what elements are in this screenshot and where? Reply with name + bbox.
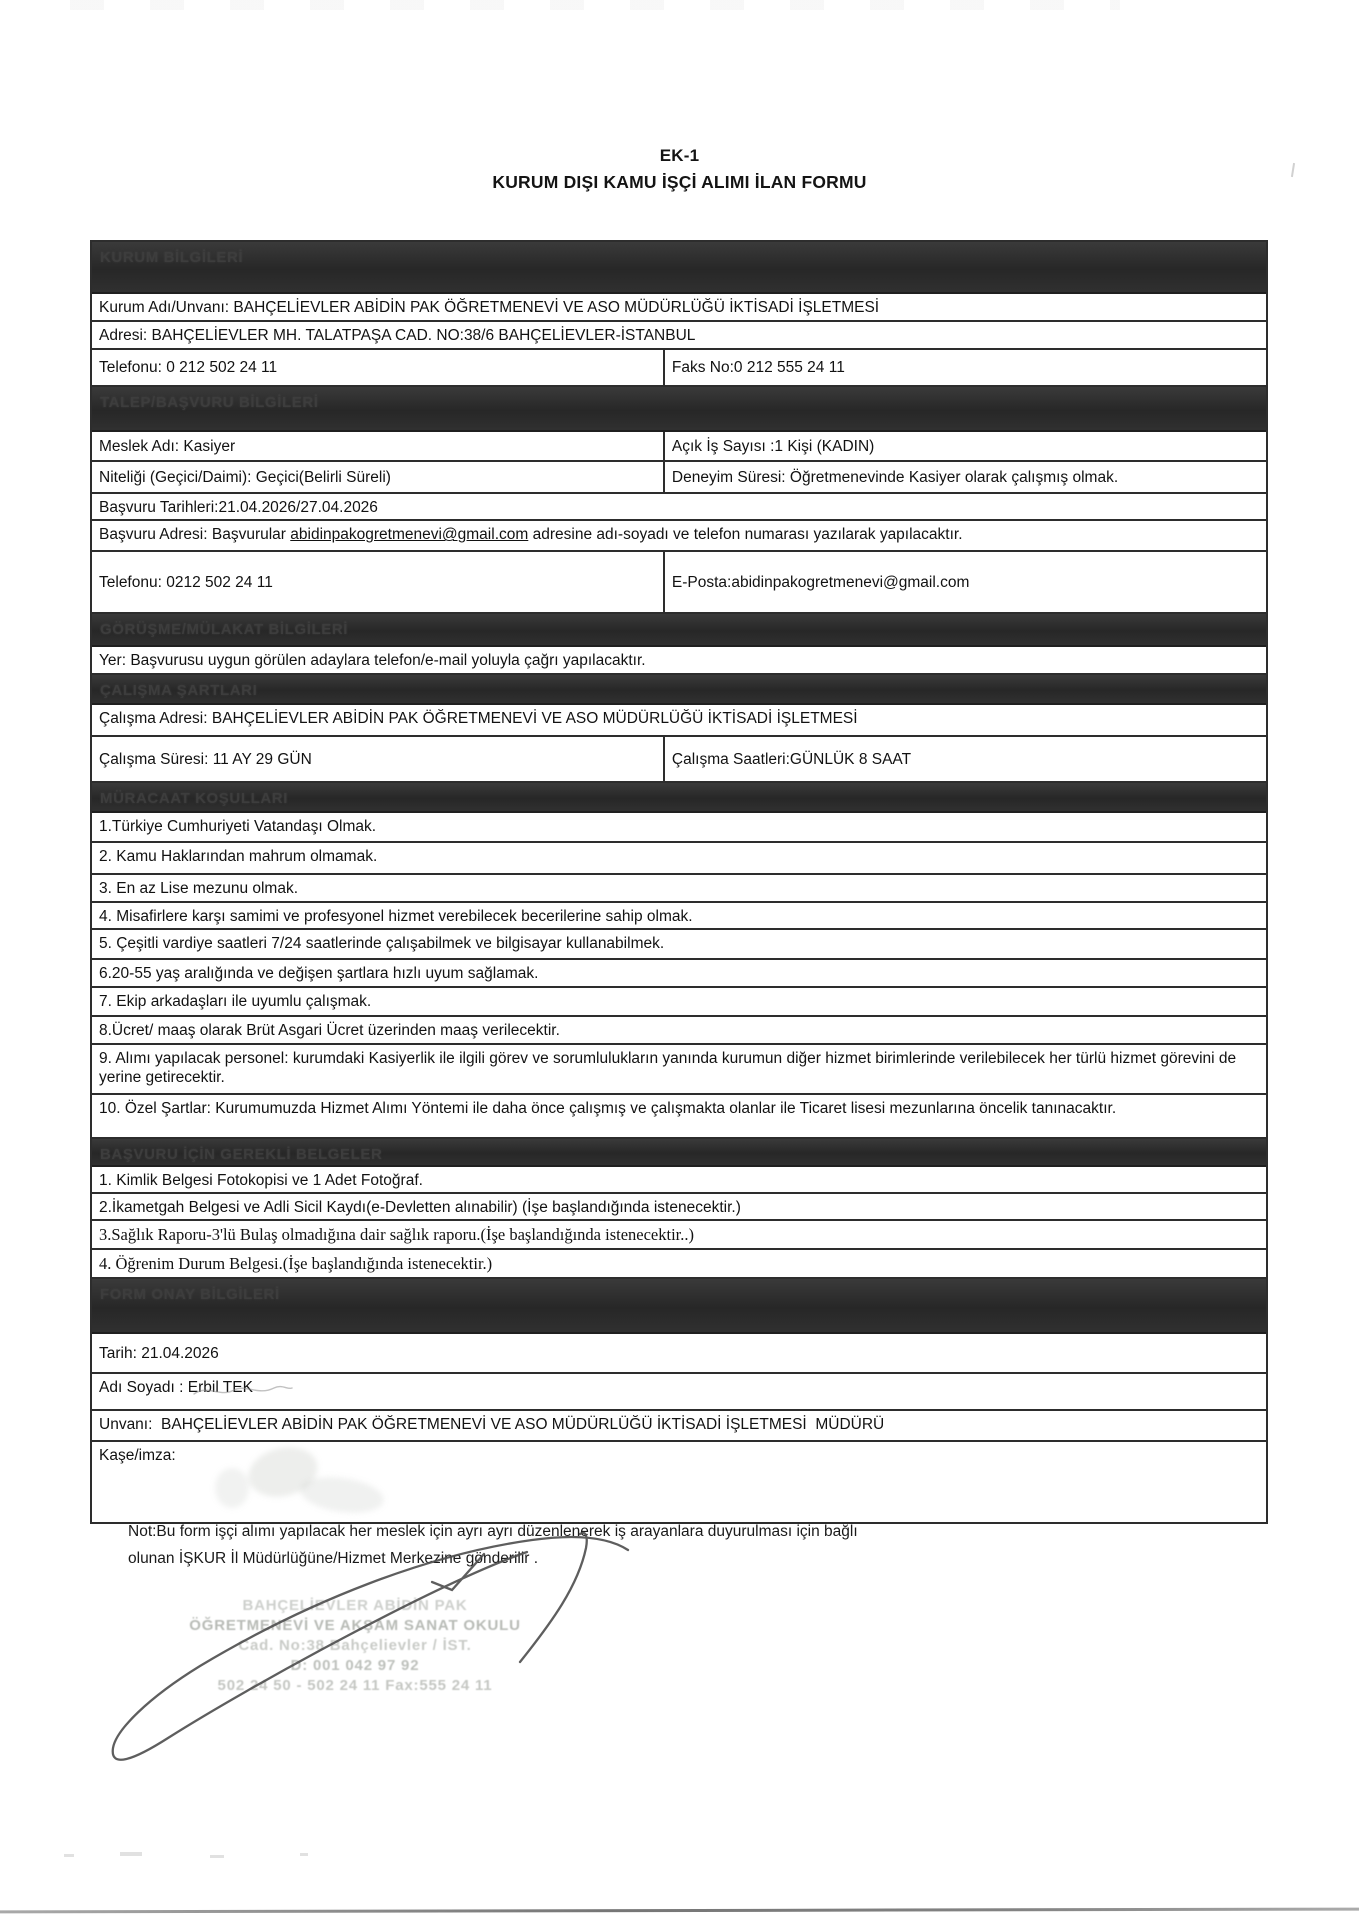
field-label: E-Posta: [671,574,732,592]
field-value: abidinpakogretmenevi@gmail.com [731,574,970,592]
field-label: Kurum Adı/Unvanı: [99,299,230,316]
scan-speck [120,1852,142,1856]
section-title: BAŞVURU İÇİN GEREKLİ BELGELER [100,1145,383,1163]
field-value: Öğretmenevinde Kasiyer olarak çalışmış olmak. [785,468,1119,486]
section-title: GÖRÜŞME/MÜLAKAT BİLGİLERİ [100,621,349,639]
field-value: BAHÇELİEVLER ABİDİN PAK ÖĞRETMENEVİ VE ASO MÜDÜRLÜĞÜ İKTİSADİ İŞLETMESİ [207,709,858,727]
requirement-item: 7. Ekip arkadaşları ile uyumlu çalışmak. [92,988,1266,1017]
document-item: 3.Sağlık Raporu-3'lü Bulaş olmadığına dair sağlık raporu.(İşe başlandığında istenecektir..) [92,1221,1266,1250]
row-sure-saat [92,737,1266,783]
field-label: Tarih: [99,1344,137,1362]
row-tarih [92,1334,1266,1374]
field-value: 21.04.2026/27.04.2026 [218,499,378,516]
scan-speck [210,1855,224,1858]
page-title: KURUM DIŞI KAMU İŞÇİ ALIMI İLAN FORMU [492,172,867,192]
row-telefon-eposta [92,552,1266,614]
field-label: Başvuru Adresi: [99,526,208,544]
row-kurum-adi [92,294,1266,322]
stamp-line: 502 24 50 - 502 24 11 Fax:555 24 11 [217,1677,493,1694]
row-yer [92,647,1266,674]
requirement-item: 3. En az Lise mezunu olmak. [92,875,1266,903]
field-value: Geçici(Belirli Süreli) [251,468,391,486]
cell-telefon2 [92,552,665,612]
requirement-item: 8.Ücret/ maaş olarak Brüt Asgari Ücret üzerinden maaş verilecektir. [92,1017,1266,1044]
field-value: Kasiyer [179,437,236,455]
cell-meslek [92,432,665,460]
form-table [90,240,1268,1524]
row-meslek-acikis [92,432,1266,462]
section-header-calisma-sartlari [92,675,1266,705]
stamp-line: BAHÇELİEVLER ABİDİN PAK [242,1597,468,1614]
field-label: Başvuru Tarihleri: [99,499,219,516]
requirement-item: 4. Misafirlere karşı samimi ve profesyonel hizmet verebilecek becerilerine sahip olmak. [92,903,1266,930]
document-item: 4. Öğrenim Durum Belgesi.(İşe başlandığında istenecektir.) [92,1250,1266,1279]
stamp-line: Cad. No:38 Bahçelievler / İST. [238,1637,472,1654]
field-value: 0 212 555 24 11 [733,359,845,377]
row-telefon-faks [92,350,1266,387]
field-label: Faks No: [671,359,734,377]
field-value: adresine adı-soyadı ve telefon numarası yazılarak yapılacaktır. [528,526,963,544]
cell-eposta [665,552,1266,612]
field-value: BAHÇELİEVLER ABİDİN PAK ÖĞRETMENEVİ VE ASO MÜDÜRLÜĞÜ İKTİSADİ İŞLETMESİ MÜDÜRÜ [152,1415,885,1433]
section-header-muracaat-kosullari [92,783,1266,813]
field-value: 21.04.2026 [136,1344,219,1362]
field-label: Meslek Adı: [99,437,180,455]
cell-telefon [92,350,665,385]
requirement-item: 10. Özel Şartlar: Kurumumuzda Hizmet Alımı Yöntemi ile daha önce çalışmış ve çalışmakta olanlar ile Ticaret lisesi mezunlarına öncelik tanınacaktır. [92,1095,1266,1139]
field-value: Erbil TEK [183,1378,253,1396]
section-header-gerekli-belgeler [92,1139,1266,1167]
field-label: Adresi: [99,327,148,344]
section-title: MÜRACAAT KOŞULLARI [100,789,289,807]
field-label: Niteliği (Geçici/Daimi): [99,468,252,486]
field-value: GÜNLÜK 8 SAAT [789,750,912,768]
field-label: Deneyim Süresi: [671,468,786,486]
email-text: abidinpakogretmenevi@gmail.com [290,526,529,544]
field-label: Adı Soyadı : [99,1378,184,1396]
footer-note-line: olunan İŞKUR İl Müdürlüğüne/Hizmet Merkezine gönderilir . [128,1550,539,1567]
document-item: 1. Kimlik Belgesi Fotokopisi ve 1 Adet Fotoğraf. [92,1167,1266,1194]
section-title: ÇALIŞMA ŞARTLARI [100,681,258,699]
cell-deneyim [665,462,1266,492]
row-basvuru-tarihleri [92,494,1266,521]
stamp-line: D: 001 042 97 92 [290,1657,420,1674]
signature [80,1490,780,1810]
field-label: Yer: [99,652,127,670]
row-basvuru-adresi [92,521,1266,552]
requirement-item: 1.Türkiye Cumhuriyeti Vatandaşı Olmak. [92,813,1266,843]
scan-speck [64,1854,74,1857]
field-label: Kaşe/imza: [99,1446,176,1464]
field-label: Telefonu: [99,574,162,592]
cell-nitelik [92,462,665,492]
field-value: Başvurular [207,526,291,544]
cell-calisma-suresi [92,737,665,781]
field-value: 1 Kişi (KADIN) [774,437,875,455]
ek-label: EK-1 [659,146,700,165]
row-nitelik-deneyim [92,462,1266,494]
section-header-talep-basvuru [92,387,1266,432]
field-label: Çalışma Süresi: [99,750,209,768]
small-signature-scribble [188,1380,298,1402]
requirement-item: 9. Alımı yapılacak personel: kurumdaki Kasiyerlik ile ilgili görev ve sorumlulukların yanında kurumun diğer hizmet birimlerinde verilebilecek her türlü hizmet görevini de yerine getirecektir. [92,1045,1266,1095]
cell-calisma-saatleri [665,737,1266,781]
requirement-item: 2. Kamu Haklarından mahrum olmamak. [92,843,1266,875]
scan-speck [300,1853,308,1856]
field-value: BAHÇELİEVLER ABİDİN PAK ÖĞRETMENEVİ VE ASO MÜDÜRLÜĞÜ İKTİSADİ İŞLETMESİ [229,299,880,316]
section-title: FORM ONAY BİLGİLERİ [100,1285,280,1303]
section-header-kurum-bilgileri [92,242,1266,294]
field-label: Çalışma Adresi: [99,709,208,727]
cell-faks [665,350,1266,385]
row-unvani [92,1411,1266,1442]
field-label: Unvanı: [99,1415,153,1433]
requirement-item: 5. Çeşitli vardiye saatleri 7/24 saatlerinde çalışabilmek ve bilgisayar kullanabilmek. [92,930,1266,960]
section-header-form-onay [92,1279,1266,1334]
requirement-item: 6.20-55 yaş aralığında ve değişen şartlara hızlı uyum sağlamak. [92,960,1266,988]
section-title: KURUM BİLGİLERİ [100,249,244,266]
row-calisma-adresi [92,705,1266,737]
footer-note-line: Not:Bu form işçi alımı yapılacak her meslek için ayrı ayrı düzenlenerek iş arayanlara duyurulması için bağlı [128,1523,858,1540]
field-value: BAHÇELİEVLER MH. TALATPAŞA CAD. NO:38/6 BAHÇELİEVLER-İSTANBUL [147,327,696,344]
row-adres [92,322,1266,350]
field-label: Telefonu: [99,359,162,377]
section-title: TALEP/BAŞVURU BİLGİLERİ [100,394,319,411]
field-label: Açık İş Sayısı : [671,437,775,455]
cell-acik-is [665,432,1266,460]
document-item: 2.İkametgah Belgesi ve Adli Sicil Kaydı(e-Devletten alınabilir) (İşe başlandığında istenecektir.) [92,1194,1266,1221]
field-value: Başvurusu uygun görülen adaylara telefon/e-mail yoluyla çağrı yapılacaktır. [126,652,646,670]
field-label: Çalışma Saatleri: [671,750,790,768]
document-title-block [0,146,1359,193]
stamp-line: ÖĞRETMENEVİ VE AKŞAM SANAT OKULU [189,1617,521,1634]
section-header-gorusme-mulakat [92,614,1266,647]
scan-noise-top [70,0,1120,10]
field-value: 0 212 502 24 11 [161,359,278,377]
field-value: 0212 502 24 11 [161,574,273,592]
field-value: 11 AY 29 GÜN [208,750,312,768]
scan-edge-line [0,1908,1359,1914]
